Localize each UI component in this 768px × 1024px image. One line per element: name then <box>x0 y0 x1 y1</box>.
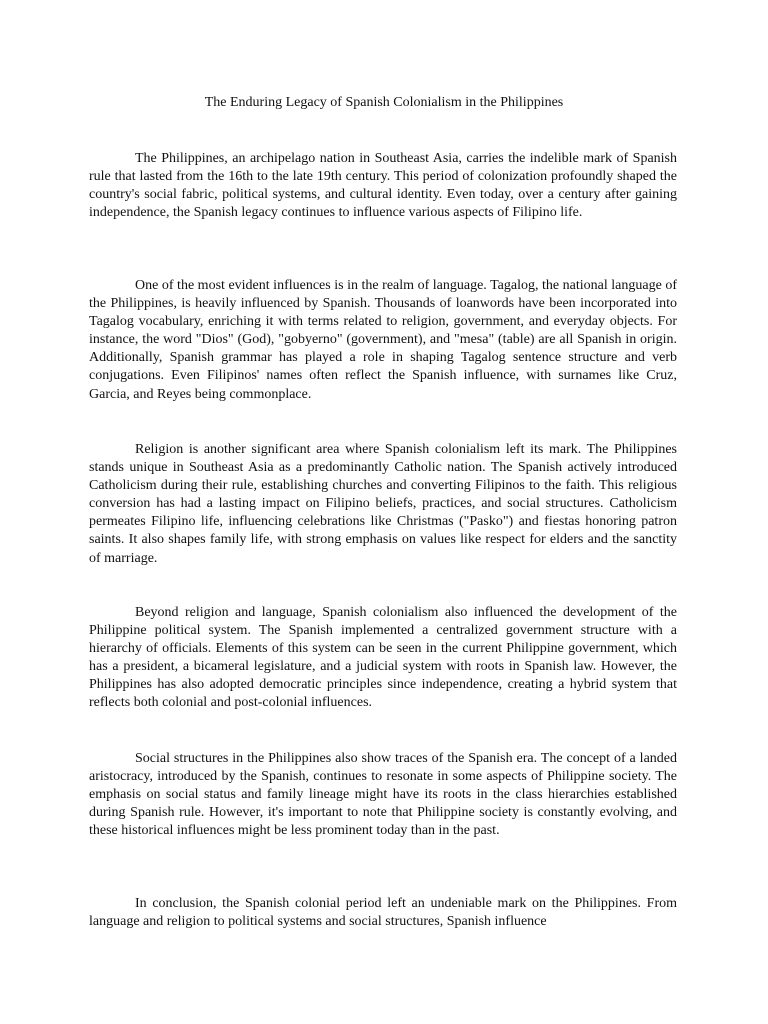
document-title: The Enduring Legacy of Spanish Colonialism in the Philippines <box>204 95 564 110</box>
paragraph-social-structures: Social structures in the Philippines also show traces of the Spanish era. The concept of a landed aristocracy, introduced by the Spanish, continues to resonate in some aspects of Philippine society. The emphasis on social status and family lineage might have its roots in the class hierarchies established during Spanish rule. However, it's important to note that Philippine society is constantly evolving, and these historical influences might be less prominent today than in the past. <box>89 751 677 839</box>
paragraph-conclusion: In conclusion, the Spanish colonial period left an undeniable mark on the Philippines. From language and religion to political systems and social structures, Spanish influence <box>89 896 677 930</box>
paragraph-language: One of the most evident influences is in the realm of language. Tagalog, the national language of the Philippines, is heavily influenced by Spanish. Thousands of loanwords have been incorporated into Tagalog vocabulary, enriching it with terms related to religion, government, and everyday objects. For instance, the word "Dios" (God), "gobyerno" (government), and "mesa" (table) are all Spanish in origin. Additionally, Spanish grammar has played a role in shaping Tagalog sentence structure and verb conjugations. Even Filipinos' names often reflect the Spanish influence, with surnames like Cruz, Garcia, and Reyes being commonplace. <box>89 278 677 402</box>
paragraph-introduction: The Philippines, an archipelago nation in Southeast Asia, carries the indelible mark of Spanish rule that lasted from the 16th to the late 19th century. This period of colonization profoundly shaped the country's social fabric, political systems, and cultural identity. Even today, over a century after gaining independence, the Spanish legacy continues to influence various aspects of Filipino life. <box>89 151 677 221</box>
paragraph-religion: Religion is another significant area where Spanish colonialism left its mark. The Philippines stands unique in Southeast Asia as a predominantly Catholic nation. The Spanish actively introduced Catholicism during their rule, establishing churches and converting Filipinos to the faith. This religious conversion has had a lasting impact on Filipino beliefs, practices, and social structures. Catholicism permeates Filipino life, influencing celebrations like Christmas ("Pasko") and fiestas honoring patron saints. It also shapes family life, with strong emphasis on values like respect for elders and the sanctity of marriage. <box>89 442 677 566</box>
paragraph-political-system: Beyond religion and language, Spanish colonialism also influenced the development of the Philippine political system. The Spanish implemented a centralized government structure with a hierarchy of officials. Elements of this system can be seen in the current Philippine government, which has a president, a bicameral legislature, and a judicial system with roots in Spanish law. However, the Philippines has also adopted democratic principles since independence, creating a hybrid system that reflects both colonial and post-colonial influences. <box>89 605 677 711</box>
